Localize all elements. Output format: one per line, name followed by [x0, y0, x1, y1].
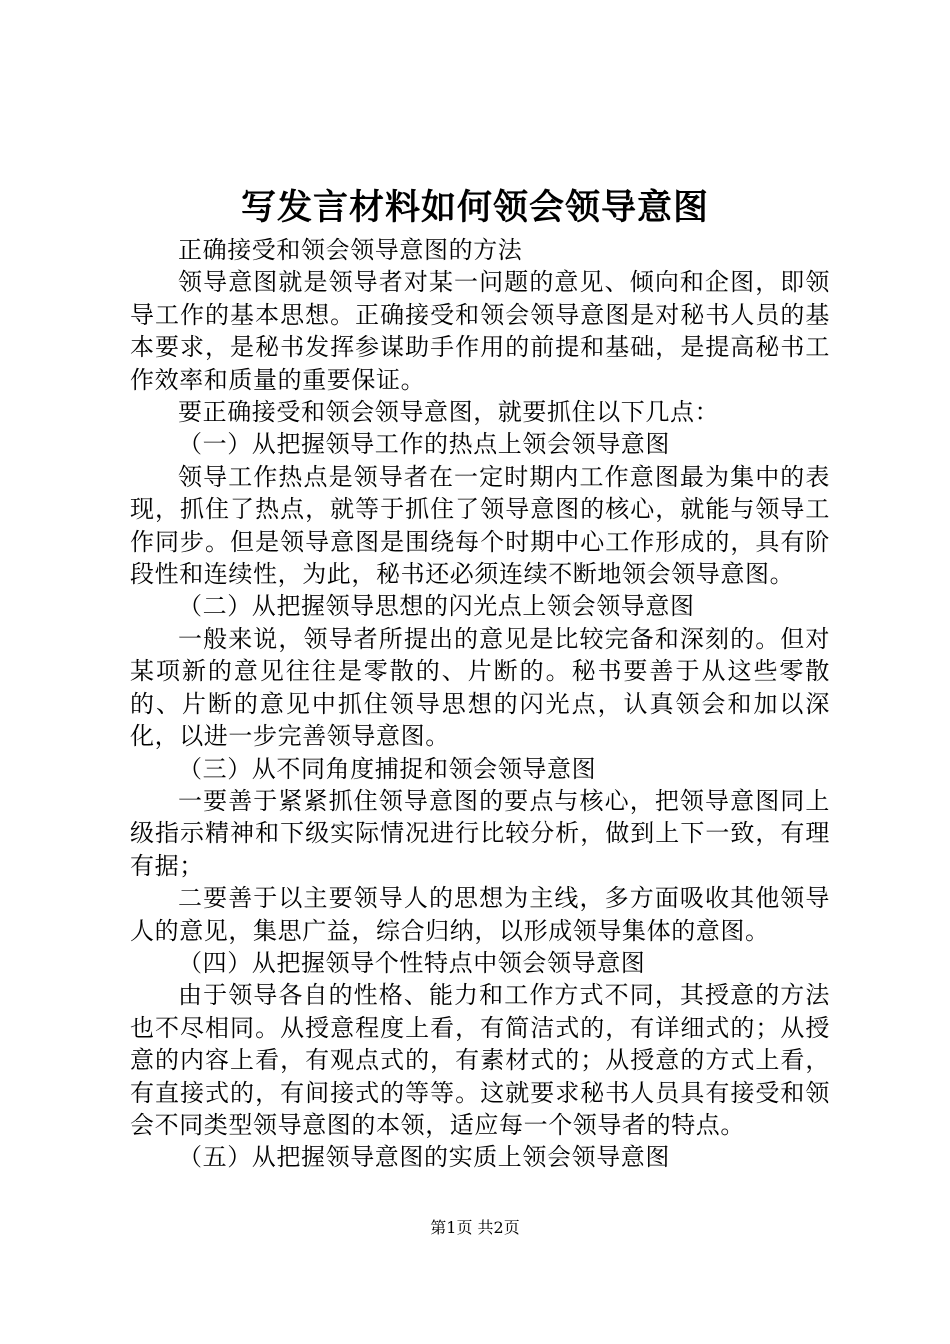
section-heading-1: （一）从把握领导工作的热点上领会领导意图 [178, 430, 670, 459]
document-title: 写发言材料如何领会领导意图 [240, 187, 709, 228]
section-heading-3: （三）从不同角度捕捉和领会领导意图 [178, 754, 597, 783]
paragraph-section-3b: 二要善于以主要领导人的思想为主线，多方面吸收其他领导人的意见，集思广益，综合归纳，以形成领导集体的意图。 [130, 884, 830, 945]
section-heading-5: （五）从把握领导意图的实质上领会领导意图 [178, 1143, 670, 1172]
paragraph-section-4: 由于领导各自的性格、能力和工作方式不同，其授意的方法也不尽相同。从授意程度上看，有简洁式的，有详细式的；从授意的内容上看，有观点式的，有素材式的；从授意的方式上看，有直接式的，有间接式的等等。这就要求秘书人员具有接受和领会不同类型领导意图的本领，适应每一个领导者的特点。 [130, 981, 830, 1139]
paragraph-section-1: 领导工作热点是领导者在一定时期内工作意图最为集中的表现，抓住了热点，就等于抓住了领导意图的核心，就能与领导工作同步。但是领导意图是围绕每个时期中心工作形成的，具有阶段性和连续性，为此，秘书还必须连续不断地领会领导意图。 [130, 462, 830, 589]
page-number-footer: 第1页 共2页 [430, 1218, 520, 1237]
paragraph-key-points-intro: 要正确接受和领会领导意图，就要抓住以下几点： [178, 398, 720, 427]
paragraph-definition: 领导意图就是领导者对某一问题的意见、倾向和企图，即领导工作的基本思想。正确接受和领会领导意图是对秘书人员的基本要求，是秘书发挥参谋助手作用的前提和基础，是提高秘书工作效率和质量的重要保证。 [130, 268, 830, 394]
document-body [130, 234, 830, 1174]
paragraph-section-3a: 一要善于紧紧抓住领导意图的要点与核心，把领导意图同上级指示精神和下级实际情况进行比较分析，做到上下一致，有理有据； [130, 786, 830, 880]
section-heading-4: （四）从把握领导个性特点中领会领导意图 [178, 948, 646, 977]
paragraph-method-heading: 正确接受和领会领导意图的方法 [178, 236, 523, 264]
section-heading-2: （二）从把握领导思想的闪光点上领会领导意图 [178, 592, 695, 621]
paragraph-section-2: 一般来说，领导者所提出的意见是比较完备和深刻的。但对某项新的意见往往是零散的、片断的。秘书要善于从这些零散的、片断的意见中抓住领导思想的闪光点，认真领会和加以深化，以进一步完善领导意图。 [130, 624, 830, 751]
